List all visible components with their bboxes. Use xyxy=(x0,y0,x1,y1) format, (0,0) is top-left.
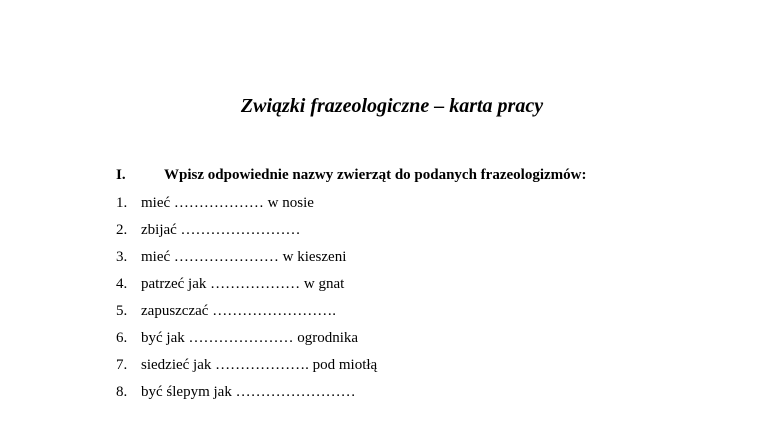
item-number: 5. xyxy=(116,303,128,319)
item-text: zapuszczać ……………………. xyxy=(141,303,336,319)
item-text: być jak ………………… ogrodnika xyxy=(141,330,359,346)
item-number: 2. xyxy=(116,222,128,238)
item-number: 1. xyxy=(116,195,128,211)
item-number: 6. xyxy=(116,330,128,346)
item-text: zbijać …………………… xyxy=(141,222,301,238)
section-heading xyxy=(116,165,736,187)
worksheet-title: Związki frazeologiczne – karta pracy xyxy=(240,95,544,117)
item-number: 3. xyxy=(116,249,128,265)
item-number: 7. xyxy=(116,357,128,373)
item-number: 8. xyxy=(116,384,128,400)
item-text: patrzeć jak ……………… w gnat xyxy=(141,276,345,292)
item-number: 4. xyxy=(116,276,128,292)
item-text: mieć ………………… w kieszeni xyxy=(141,249,347,265)
section-instruction: Wpisz odpowiednie nazwy zwierząt do podanych frazeologizmów: xyxy=(164,167,587,183)
item-text: być ślepym jak …………………… xyxy=(141,384,356,400)
section-number: I. xyxy=(116,167,126,183)
item-text: mieć ……………… w nosie xyxy=(141,195,314,211)
item-text: siedzieć jak ………………. pod miotłą xyxy=(141,357,378,373)
